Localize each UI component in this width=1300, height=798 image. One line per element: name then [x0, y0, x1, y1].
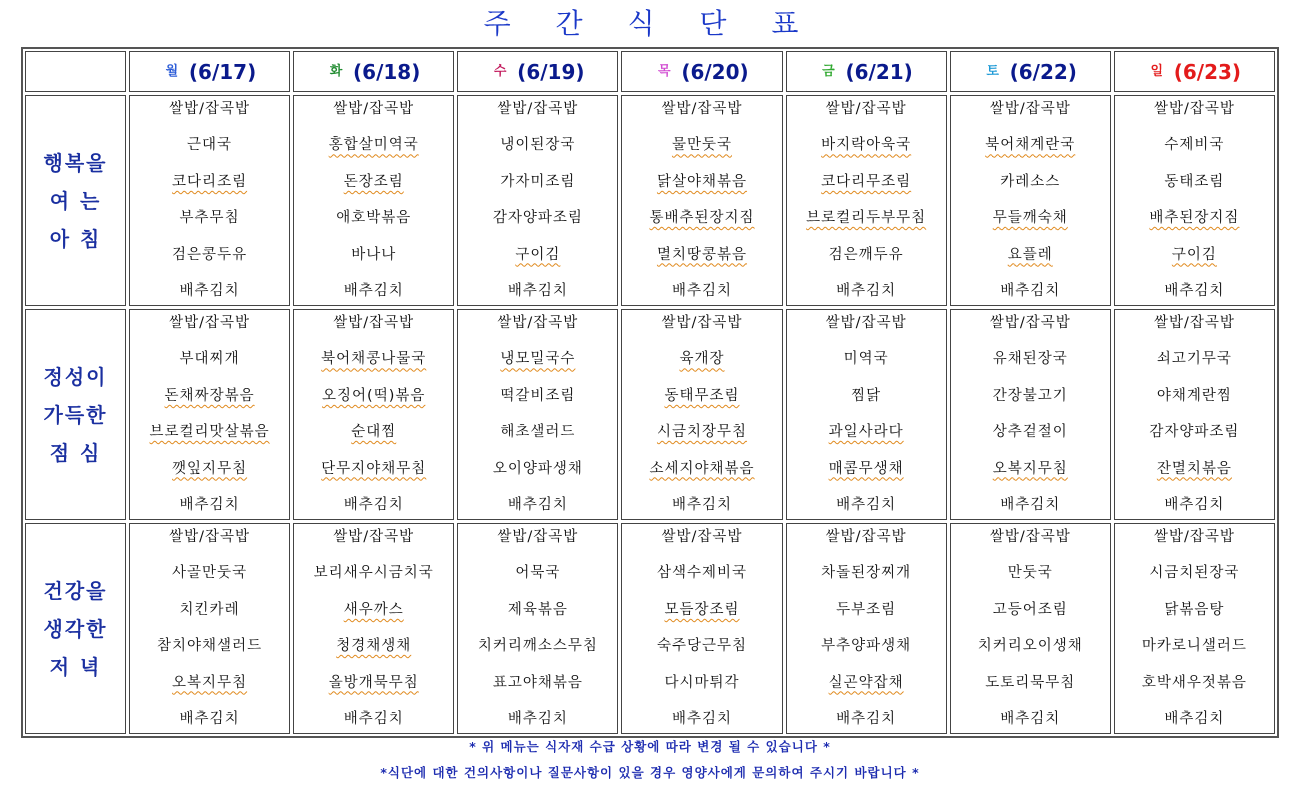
day-date-label: (6/22): [1009, 59, 1077, 84]
menu-item: 도토리묵무침: [985, 674, 1076, 691]
menu-cell: [1114, 523, 1275, 734]
day-header: [786, 51, 947, 92]
menu-items: [458, 524, 617, 733]
page-title: 주 간 식 단 표: [483, 7, 817, 40]
menu-items: [294, 524, 453, 733]
menu-cell: [786, 309, 947, 520]
menu-item: 삼색수제비국: [656, 565, 748, 582]
menu-item: 쌀밥/잡곡밥: [497, 315, 579, 331]
menu-items: [130, 524, 289, 733]
day-icon: 금: [822, 64, 835, 79]
menu-item: 미역국: [843, 351, 889, 368]
menu-item: 보리새우시금치국: [313, 565, 434, 582]
menu-item: 구이김: [1171, 246, 1217, 263]
menu-item: 브로컬리맛살볶음: [149, 424, 270, 441]
menu-item: 동태조림: [1164, 173, 1225, 190]
menu-item: 시금치장무침: [656, 424, 748, 441]
meal-label: [25, 95, 126, 306]
menu-item: 배추김치: [836, 496, 897, 513]
note-menu-change: * 위 메뉴는 식자재 수급 상황에 따라 변경 될 수 있습니다 *: [469, 739, 831, 754]
day-date-label: (6/21): [845, 59, 913, 84]
menu-item: 배추김치: [179, 710, 240, 727]
menu-item: 배추김치: [179, 496, 240, 513]
meal-label: [25, 309, 126, 520]
menu-item: 쌀밥/잡곡밥: [1153, 101, 1235, 117]
menu-item: 오복지무침: [172, 674, 248, 691]
menu-cell: [786, 95, 947, 306]
menu-items: [951, 310, 1110, 519]
menu-item: 냉이된장국: [500, 137, 576, 154]
menu-item: 배추김치: [1164, 710, 1225, 727]
menu-cell: [129, 95, 290, 306]
day-icon: 일: [1150, 64, 1164, 79]
menu-item: 쇠고기무국: [1156, 351, 1232, 368]
menu-cell: [786, 523, 947, 734]
menu-items: [294, 310, 453, 519]
menu-item: 치킨카레: [179, 601, 240, 618]
menu-item: 애호박볶음: [336, 210, 412, 227]
menu-item: 코다리조림: [172, 173, 248, 190]
menu-items: [1115, 96, 1274, 305]
menu-item: 수제비국: [1164, 137, 1225, 154]
menu-item: 쌀밥/잡곡밥: [1153, 315, 1235, 331]
menu-item: 해초샐러드: [500, 424, 576, 441]
weekly-menu-table: [21, 47, 1279, 738]
menu-item: 배추김치: [1000, 282, 1061, 299]
meal-label-line: 아 침: [49, 226, 102, 251]
menu-item: 치커리오이생채: [977, 638, 1083, 655]
menu-item: 북어채계란국: [985, 137, 1076, 154]
day-header: [1114, 51, 1275, 92]
menu-item: 쌀밥/잡곡밥: [989, 315, 1071, 331]
menu-cell: [950, 309, 1111, 520]
menu-item: 쌀밥/잡곡밥: [333, 101, 415, 117]
menu-cell: [950, 523, 1111, 734]
menu-item: 올방개묵무침: [328, 674, 419, 691]
menu-item: 쌀밥/잡곡밥: [333, 529, 415, 545]
meal-label-line: 정성이: [43, 364, 108, 389]
meal-label-line: 건강을: [43, 578, 108, 603]
menu-cell: [457, 309, 618, 520]
menu-cell: [621, 523, 782, 734]
menu-items: [787, 524, 946, 733]
menu-item: 검은콩두유: [172, 246, 248, 263]
menu-item: 배추김치: [507, 710, 568, 727]
menu-items: [458, 96, 617, 305]
menu-cell: [621, 95, 782, 306]
menu-item: 시금치된장국: [1149, 565, 1240, 582]
menu-cell: [129, 523, 290, 734]
menu-items: [130, 310, 289, 519]
menu-item: 숙주당근무침: [656, 638, 748, 655]
menu-item: 제육볶음: [507, 601, 568, 618]
meal-label-line: 가득한: [43, 402, 108, 427]
menu-item: 돈채짜장볶음: [164, 387, 255, 404]
note-inquiry: *식단에 대한 건의사항이나 질문사항이 있을 경우 영양사에게 문의하여 주시기 바랍니다 *: [380, 765, 920, 780]
menu-items: [622, 310, 781, 519]
menu-item: 고등어조림: [992, 601, 1068, 618]
menu-item: 배추김치: [1000, 710, 1061, 727]
meal-label-line: 점 심: [49, 440, 102, 465]
menu-item: 통배추된장지짐: [649, 210, 755, 227]
corner-cell: [25, 51, 126, 92]
menu-items: [787, 96, 946, 305]
menu-item: 육개장: [679, 351, 725, 368]
menu-item: 잔멸치볶음: [1156, 460, 1232, 477]
menu-item: 사골만둣국: [172, 565, 248, 582]
menu-item: 간장불고기: [992, 387, 1068, 404]
menu-item: 찜닭: [851, 387, 882, 404]
menu-item: 가자미조림: [500, 173, 576, 190]
day-icon: 토: [986, 64, 999, 79]
day-icon: 수: [493, 64, 507, 79]
day-header: [457, 51, 618, 92]
day-header: [129, 51, 290, 92]
menu-cell: [950, 95, 1111, 306]
day-date-label: (6/20): [681, 59, 749, 84]
menu-item: 차돌된장찌개: [821, 565, 912, 582]
menu-grid: [24, 50, 1276, 735]
menu-item: 배추김치: [671, 710, 732, 727]
menu-item: 깻잎지무침: [172, 460, 248, 477]
menu-item: 요플레: [1007, 246, 1053, 263]
menu-item: 근대국: [187, 137, 233, 154]
menu-items: [1115, 310, 1274, 519]
menu-item: 카레소스: [1000, 173, 1061, 190]
menu-item: 두부조림: [836, 601, 897, 618]
menu-item: 배추김치: [343, 282, 404, 299]
menu-items: [1115, 524, 1274, 733]
menu-item: 코다리무조림: [821, 173, 912, 190]
menu-item: 물만둣국: [671, 137, 732, 154]
menu-item: 오복지무침: [992, 460, 1068, 477]
menu-item: 쌀밥/잡곡밥: [661, 101, 743, 117]
menu-item: 배추김치: [671, 282, 732, 299]
menu-cell: [457, 95, 618, 306]
menu-item: 부추무침: [179, 210, 240, 227]
menu-items: [294, 96, 453, 305]
menu-item: 쌀밥/잡곡밥: [661, 315, 743, 331]
menu-item: 새우까스: [343, 601, 404, 618]
menu-cell: [293, 95, 454, 306]
menu-item: 배추된장지짐: [1149, 210, 1240, 227]
menu-item: 감자양파조림: [492, 210, 583, 227]
menu-item: 부추양파생채: [821, 638, 912, 655]
menu-cell: [293, 309, 454, 520]
menu-item: 배추김치: [1164, 496, 1225, 513]
menu-item: 바지락아욱국: [821, 137, 912, 154]
menu-item: 호박새우젓볶음: [1141, 674, 1247, 691]
menu-cell: [1114, 309, 1275, 520]
day-date-label: (6/18): [353, 59, 421, 84]
menu-item: 배추김치: [343, 710, 404, 727]
day-icon: 목: [658, 64, 671, 79]
menu-item: 배추김치: [179, 282, 240, 299]
menu-item: 청경채생채: [336, 638, 412, 655]
menu-cell: [1114, 95, 1275, 306]
menu-item: 구이김: [515, 246, 561, 263]
menu-item: 쌀밥/잡곡밥: [169, 315, 251, 331]
menu-item: 쌀밥/잡곡밥: [989, 101, 1071, 117]
day-icon: 월: [165, 64, 179, 79]
menu-item: 유채된장국: [992, 351, 1068, 368]
menu-items: [787, 310, 946, 519]
menu-item: 닭살야채볶음: [656, 173, 748, 190]
menu-cell: [621, 309, 782, 520]
menu-item: 매콤무생채: [828, 460, 904, 477]
menu-items: [622, 96, 781, 305]
menu-item: 쌀밥/잡곡밥: [661, 529, 743, 545]
menu-items: [951, 524, 1110, 733]
menu-items: [130, 96, 289, 305]
menu-item: 바나나: [351, 246, 397, 263]
day-date-label: (6/19): [517, 59, 585, 84]
menu-item: 표고야채볶음: [492, 674, 583, 691]
menu-item: 마카로니샐러드: [1141, 638, 1247, 655]
menu-item: 다시마튀각: [664, 674, 740, 691]
menu-item: 참치야채샐러드: [157, 638, 263, 655]
menu-item: 닭볶음탕: [1164, 601, 1225, 618]
menu-cell: [457, 523, 618, 734]
menu-item: 치커리깨소스무침: [477, 638, 598, 655]
menu-item: 멸치땅콩볶음: [656, 246, 748, 263]
menu-item: 쌀밥/잡곡밥: [989, 529, 1071, 545]
menu-item: 쌀밥/잡곡밥: [825, 529, 907, 545]
menu-item: 상추겉절이: [992, 424, 1068, 441]
meal-label-line: 저 녁: [49, 654, 102, 679]
menu-item: 감자양파조림: [1149, 424, 1240, 441]
menu-cell: [293, 523, 454, 734]
menu-item: 북어채콩나물국: [321, 351, 427, 368]
menu-item: 쌀밥/잡곡밥: [825, 101, 907, 117]
menu-item: 냉모밀국수: [500, 351, 576, 368]
menu-item: 돈장조림: [343, 173, 404, 190]
menu-item: 배추김치: [507, 282, 568, 299]
menu-item: 만둣국: [1007, 565, 1053, 582]
menu-item: 배추김치: [1000, 496, 1061, 513]
menu-item: 오징어(떡)볶음: [322, 387, 426, 404]
menu-item: 오이양파생채: [492, 460, 583, 477]
menu-cell: [129, 309, 290, 520]
meal-label: [25, 523, 126, 734]
menu-item: 쌀밥/잡곡밥: [169, 101, 251, 117]
menu-item: 순대찜: [351, 424, 397, 441]
meal-label-line: 생각한: [43, 616, 108, 641]
menu-item: 배추김치: [507, 496, 568, 513]
menu-item: 배추김치: [836, 710, 897, 727]
menu-item: 쌀밥/잡곡밥: [333, 315, 415, 331]
day-header: [293, 51, 454, 92]
menu-item: 쌀밥/잡곡밥: [497, 529, 579, 545]
menu-items: [622, 524, 781, 733]
menu-item: 배추김치: [836, 282, 897, 299]
menu-item: 모듬장조림: [664, 601, 740, 618]
day-date-label: (6/23): [1173, 59, 1242, 84]
menu-item: 검은깨두유: [828, 246, 904, 263]
menu-item: 야채계란찜: [1156, 387, 1232, 404]
day-header: [950, 51, 1111, 92]
menu-item: 떡갈비조림: [500, 387, 576, 404]
menu-item: 부대찌개: [179, 351, 240, 368]
day-icon: 화: [329, 64, 343, 79]
menu-item: 쌀밥/잡곡밥: [1153, 529, 1235, 545]
menu-item: 동태무조림: [664, 387, 740, 404]
menu-item: 홍합살미역국: [328, 137, 419, 154]
day-date-label: (6/17): [188, 59, 257, 84]
meal-label-line: 행복을: [43, 150, 108, 175]
menu-item: 어묵국: [515, 565, 561, 582]
menu-item: 과일사라다: [828, 424, 904, 441]
menu-item: 무들깨숙채: [992, 210, 1068, 227]
day-header: [621, 51, 782, 92]
menu-item: 단무지야채무침: [321, 460, 427, 477]
menu-item: 실곤약잡채: [828, 674, 904, 691]
menu-item: 쌀밥/잡곡밥: [497, 101, 579, 117]
menu-item: 배추김치: [1164, 282, 1225, 299]
menu-item: 배추김치: [671, 496, 732, 513]
menu-items: [458, 310, 617, 519]
menu-item: 쌀밥/잡곡밥: [825, 315, 907, 331]
meal-label-line: 여 는: [49, 188, 102, 213]
menu-items: [951, 96, 1110, 305]
menu-item: 쌀밥/잡곡밥: [169, 529, 251, 545]
menu-item: 배추김치: [343, 496, 404, 513]
menu-item: 브로컬리두부무침: [806, 210, 927, 227]
menu-item: 소세지야채볶음: [649, 460, 755, 477]
